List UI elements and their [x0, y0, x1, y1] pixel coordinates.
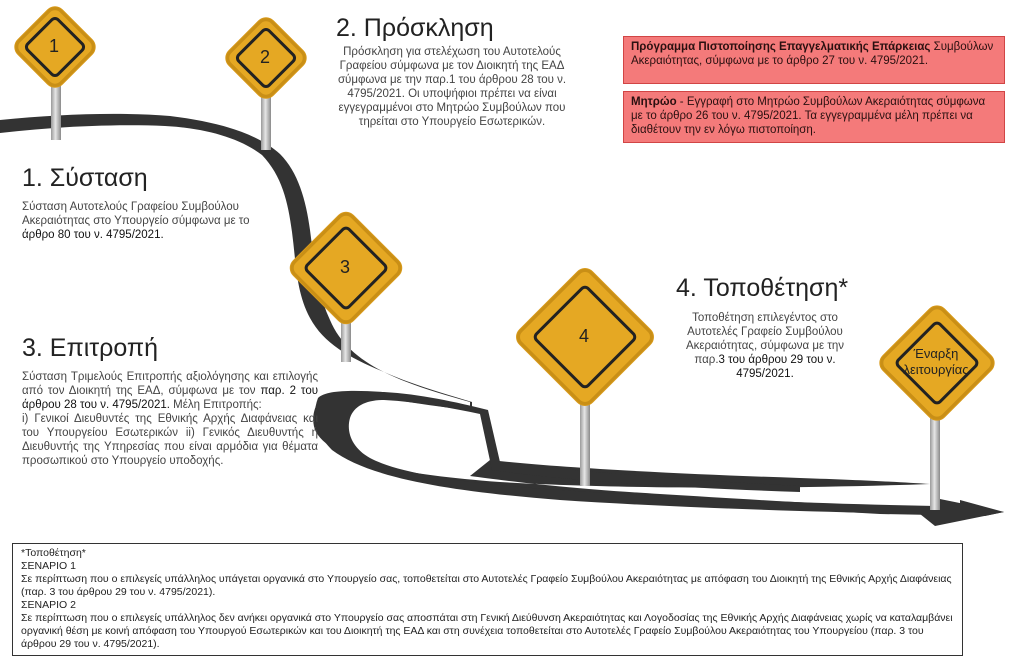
step-1-ref: άρθρο 80 του ν. 4795/2021.	[22, 229, 164, 241]
placement-footnote	[12, 543, 963, 656]
sign-3-number: 3	[339, 256, 350, 277]
registry-box-text: - Εγγραφή στο Μητρώο Συμβούλων Ακεραιότητας σύμφωνα με	[631, 96, 986, 122]
footnote-title: *Τοποθέτηση*	[21, 547, 86, 559]
step-3-title: 3. Επιτροπή	[22, 334, 159, 362]
sign-4-pole	[580, 398, 590, 486]
sign-5-label-line1: Έναρξη	[913, 346, 959, 361]
step-1-body: Σύσταση Αυτοτελούς Γραφείου Συμβούλου Ακεραιότητας στο Υπουργείο σύμφωνα με το	[22, 201, 250, 227]
sign-3	[286, 208, 404, 326]
step-3-members: i) Γενικοί Διευθυντές της Εθνικής Αρχής Διαφάνειας και του Υπουργείου Εσωτερικών ii) Γενικός Διευθυντής ή Διευθυντής της Υπηρεσίας που είναι αρμόδια για θέματα προσωπικού στο Υπουργείο υποδοχής.	[22, 413, 318, 467]
step-3-members-label: Μέλη Επιτροπής:	[169, 399, 262, 411]
scenario-1-label: ΣΕΝΑΡΙΟ 1	[21, 560, 76, 572]
registry-box-title: Μητρώο	[631, 96, 677, 108]
registry-box-text-end: Τα εγγεγραμμένα μέλη πρέπει να διαθέτουν την εν λόγω πιστοποίηση.	[631, 110, 973, 136]
certification-box-text: Συμβούλων Ακεραιότητας, σύμφωνα με το άρθρο	[631, 41, 994, 67]
step-4-title: 4. Τοποθέτηση*	[676, 274, 849, 302]
step-4-body: Τοποθέτηση επιλεγέντος στο Αυτοτελές Γραφείο Συμβούλου Ακεραιότητας, σύμφωνα με την παρ.	[685, 312, 845, 366]
sign-4-number: 4	[578, 325, 589, 346]
sign-2-number: 2	[259, 46, 270, 67]
registry-box-ref: το άρθρο 26 του ν. 4795/2021.	[645, 110, 802, 122]
step-3-text	[22, 370, 318, 468]
step-1-title: 1. Σύσταση	[22, 164, 148, 192]
step-1-text	[22, 200, 274, 242]
step-2-title: 2. Πρόσκληση	[336, 14, 494, 42]
sign-5-label	[874, 300, 998, 424]
registry-box	[623, 91, 1005, 143]
sign-1	[12, 4, 96, 88]
step-2-text: Πρόσκληση για στελέχωση του Αυτοτελούς Γραφείου σύμφωνα με τον Διοικητή της ΕΑΔ σύμφωνα με την παρ.1 του άρθρου 28 του ν. 4795/2021. Οι υποψήφιοι πρέπει να είναι εγγεγραμμένοι στο Μητρώο Συμβούλων που τηρείται στο Υπουργείο Εσωτερικών.	[337, 46, 567, 128]
step-3-ref: παρ. 2 του άρθρου 28 του ν. 4795/2021.	[22, 385, 318, 411]
sign-5	[874, 300, 998, 424]
scenario-1-text: Σε περίπτωση που ο επιλεγείς υπάλληλος υπάγεται οργανικά στο Υπουργείο σας, τοποθετείται στο Αυτοτελές Γραφείο Συμβούλου Ακεραιότητας με απόφαση του Διοικητή της Εθνικής Αρχής Διαφάνειας (παρ. 3 του άρθρου 29 του ν. 4795/2021).	[21, 573, 952, 598]
certification-box	[623, 36, 1005, 84]
step-4-ref: 3 του άρθρου 29 του ν. 4795/2021.	[718, 354, 836, 380]
sign-1-pole	[51, 80, 61, 140]
certification-box-ref: 27 του ν. 4795/2021.	[822, 55, 929, 67]
step-3-body: Σύσταση Τριμελούς Επιτροπής αξιολόγησης και επιλογής από τον Διοικητή της ΕΑΔ, σύμφωνα με τον	[22, 371, 318, 397]
step-4-text	[672, 311, 858, 381]
sign-5-pole	[930, 418, 940, 510]
sign-4	[510, 262, 658, 410]
scenario-2-text: Σε περίπτωση που ο επιλεγείς υπάλληλος δεν ανήκει οργανικά στο Υπουργείο σας αποσπάται στη Γενική Διεύθυνση Ακεραιότητας και Λογοδοσίας της Εθνικής Αρχής Διαφάνειας χωρίς να καταλαμβάνει οργανική θέση με κοινή απόφαση του Υπουργού Εσωτερικών και του Διοικητή της ΕΑΔ και στη συνέχεια τοποθετείται στο Αυτοτελές Γραφείο Συμβούλου Ακεραιότητας του Υπουργείου (παρ. 3 του άρθρου 29 του ν. 4795/2021).	[21, 612, 953, 650]
sign-2	[222, 14, 308, 100]
certification-box-title: Πρόγραμμα Πιστοποίησης Επαγγελματικής Επάρκειας	[631, 41, 931, 53]
sign-5-label-line2: λειτουργίας	[903, 362, 969, 377]
scenario-2-label: ΣΕΝΑΡΙΟ 2	[21, 599, 76, 611]
sign-1-number: 1	[48, 35, 59, 56]
